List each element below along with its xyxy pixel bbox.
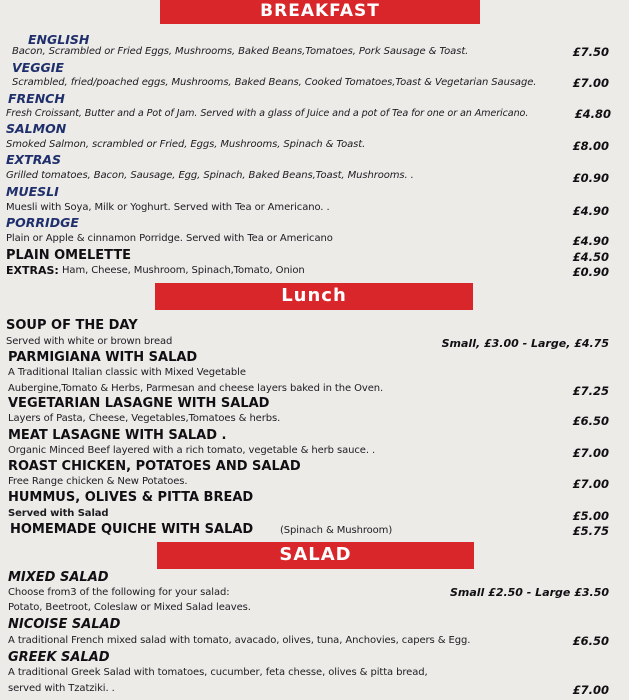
- menu-item-title: MIXED SALAD: [8, 570, 109, 585]
- menu-item-title: PARMIGIANA WITH SALAD: [8, 350, 198, 365]
- menu-item-title: EXTRAS:: [6, 264, 59, 277]
- menu-item-title: NICOISE SALAD: [8, 617, 121, 632]
- menu-item-title: HUMMUS, OLIVES & PITTA BREAD: [8, 490, 254, 505]
- menu-item-price: £5.75: [572, 524, 609, 538]
- menu-item-title: VEGETARIAN LASAGNE WITH SALAD: [8, 396, 270, 411]
- menu-item-price: £7.00: [572, 683, 609, 697]
- menu-item-title: SALMON: [6, 121, 67, 136]
- menu-item-title: EXTRAS: [6, 152, 62, 167]
- menu-item-description: A traditional Greek Salad with tomatoes, cucumber, feta chesse, olives & pitta bread,: [8, 667, 428, 678]
- menu-item-price: £8.00: [572, 139, 609, 153]
- menu-item-title: ENGLISH: [28, 32, 90, 47]
- menu-item-price: £7.00: [572, 76, 609, 90]
- menu-item-price: £4.50: [572, 250, 609, 264]
- menu-item-title: ROAST CHICKEN, POTATOES AND SALAD: [8, 459, 301, 474]
- menu-item-description: Fresh Croissant, Butter and a Pot of Jam. Served with a glass of Juice and a pot of Tea for one or an Americano.: [6, 108, 529, 119]
- menu-item-description: Served with white or brown bread: [6, 336, 173, 347]
- menu-item-title: SOUP OF THE DAY: [6, 318, 138, 333]
- salad-banner: SALAD: [157, 542, 474, 569]
- menu-item-description: Grilled tomatoes, Bacon, Sausage, Egg, Spinach, Baked Beans,Toast, Mushrooms. .: [6, 170, 414, 181]
- menu-item-title: FRENCH: [8, 91, 65, 106]
- menu-item-description: A traditional French mixed salad with tomato, avacado, olives, tuna, Anchovies, capers & Egg.: [8, 635, 471, 646]
- menu-item-price: £6.50: [572, 414, 609, 428]
- menu-item-price: £4.90: [572, 204, 609, 218]
- menu-item-description: Organic Minced Beef layered with a rich tomato, vegetable & herb sauce. .: [8, 445, 376, 456]
- menu-item-description: served with Tzatziki. .: [8, 683, 115, 694]
- menu-item-title: VEGGIE: [12, 60, 64, 75]
- menu-item-title: PORRIDGE: [6, 215, 79, 230]
- menu-item-price: £0.90: [572, 265, 609, 279]
- lunch-banner: Lunch: [155, 283, 473, 310]
- menu-item-description: Ham, Cheese, Mushroom, Spinach,Tomato, Onion: [62, 265, 305, 276]
- menu-item-price: £0.90: [572, 171, 609, 185]
- menu-item-price: Small, £3.00 - Large, £4.75: [441, 337, 609, 350]
- menu-item-description: Bacon, Scrambled or Fried Eggs, Mushrooms, Baked Beans,Tomatoes, Pork Sausage & Toast.: [12, 46, 469, 57]
- menu-item-price: £7.00: [572, 477, 609, 491]
- menu-item-title: HOMEMADE QUICHE WITH SALAD: [10, 522, 254, 537]
- menu-item-description: Served with Salad: [8, 508, 109, 519]
- menu-item-price: £4.80: [574, 107, 611, 121]
- menu-item-title: PLAIN OMELETTE: [6, 248, 132, 263]
- menu-item-description: Potato, Beetroot, Coleslaw or Mixed Salad leaves.: [8, 602, 251, 613]
- menu-item-description: (Spinach & Mushroom): [280, 525, 393, 536]
- menu-item-price: £4.90: [572, 234, 609, 248]
- menu-item-description: Smoked Salmon, scrambled or Fried, Eggs, Mushrooms, Spinach & Toast.: [6, 139, 366, 150]
- menu-item-price: £7.50: [572, 45, 609, 59]
- menu-item-title: MEAT LASAGNE WITH SALAD .: [8, 428, 227, 443]
- menu-item-description: Scrambled, fried/poached eggs, Mushrooms, Baked Beans, Cooked Tomatoes,Toast & Vegetarian Sausage.: [12, 77, 537, 88]
- menu-item-description: Aubergine,Tomato & Herbs, Parmesan and cheese layers baked in the Oven.: [8, 383, 384, 394]
- menu-item-description: Plain or Apple & cinnamon Porridge. Served with Tea or Americano: [6, 233, 333, 244]
- menu-item-description: Muesli with Soya, Milk or Yoghurt. Served with Tea or Americano. .: [6, 202, 330, 213]
- menu-item-price: £6.50: [572, 634, 609, 648]
- menu-item-title: GREEK SALAD: [8, 650, 110, 665]
- menu-item-description: A Traditional Italian classic with Mixed Vegetable: [8, 367, 246, 378]
- breakfast-banner: BREAKFAST: [160, 0, 480, 24]
- menu-item-description: Choose from3 of the following for your salad:: [8, 587, 230, 598]
- menu-item-title: MUESLI: [6, 184, 59, 199]
- menu-item-description: Free Range chicken & New Potatoes.: [8, 476, 188, 487]
- menu-item-price: £5.00: [572, 509, 609, 523]
- menu-item-price: £7.25: [572, 384, 609, 398]
- menu-item-price: Small £2.50 - Large £3.50: [449, 586, 609, 599]
- menu-item-price: £7.00: [572, 446, 609, 460]
- menu-item-description: Layers of Pasta, Cheese, Vegetables,Tomatoes & herbs.: [8, 413, 281, 424]
